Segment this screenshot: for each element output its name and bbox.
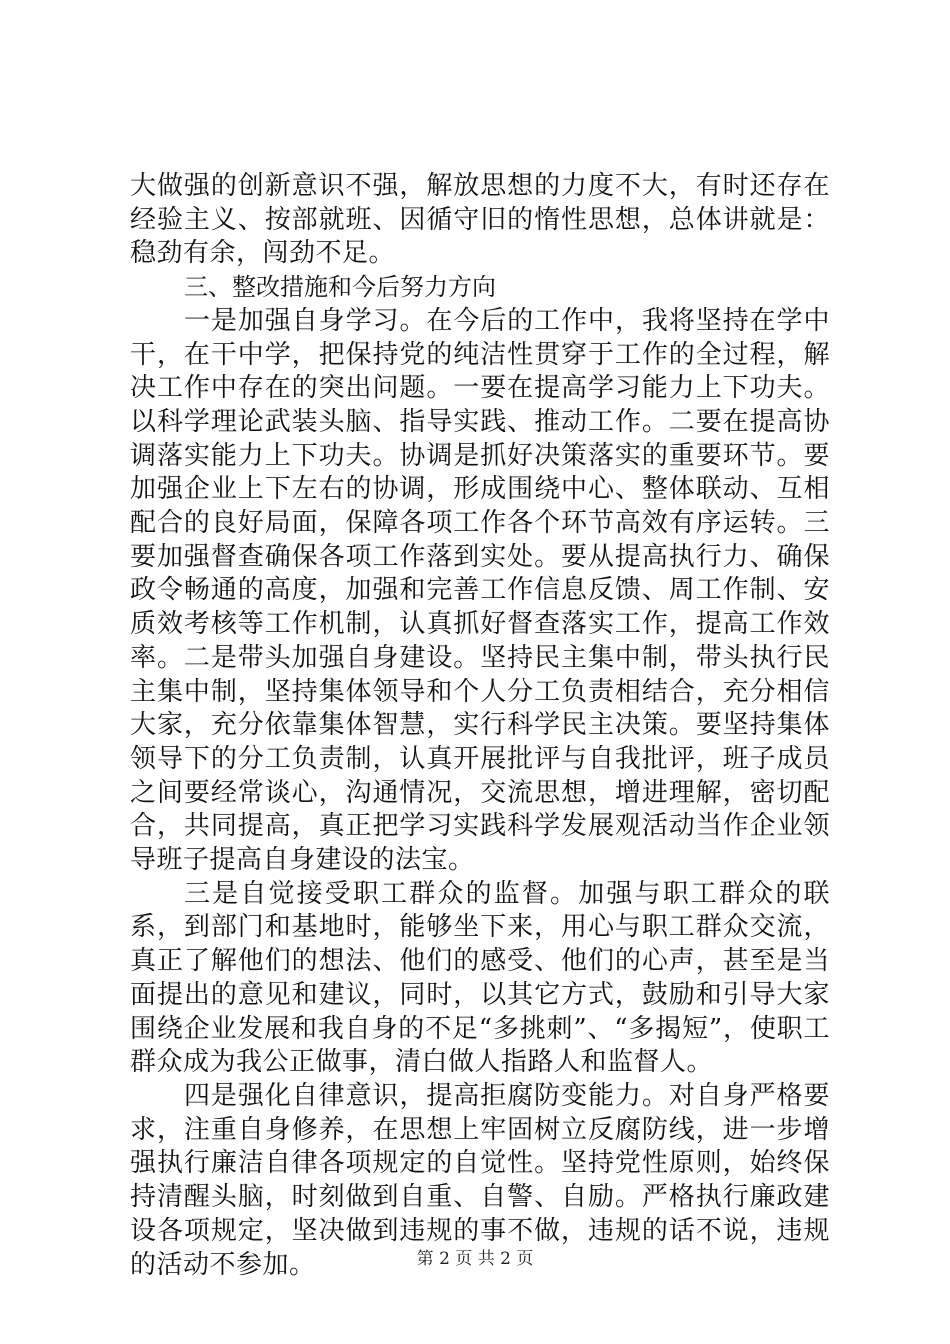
paragraph-study: 一是加强自身学习。在今后的工作中，我将坚持在学中干，在干中学，把保持党的纯洁性贯穿于工作的全过程，解决工作中存在的突出问题。一要在提高学习能力上下功夫。以科学理论武装头脑、指导实践、推动工作。二要在提高协调落实能力上下功夫。协调是抓好决策落实的重要环节。要加强企业上下左右的协调，形成围绕中心、整体联动、互相配合的良好局面，保障各项工作各个环节高效有序运转。三要加强督查确保各项工作落到实处。要从提高执行力、确保政令畅通的高度，加强和完善工作信息反馈、周工作制、安质效考核等工作机制，认真抓好督查落实工作，提高工作效率。二是带头加强自身建设。坚持民主集中制，带头执行民主集中制，坚持集体领导和个人分工负责相结合，充分相信大家，充分依靠集体智慧，实行科学民主决策。要坚持集体领导下的分工负责制，认真开展批评与自我批评，班子成员之间要经常谈心，沟通情况，交流思想，增进理解，密切配合，共同提高，真正把学习实践科学发展观活动当作企业领导班子提高自身建设的法宝。 xyxy=(130,305,830,876)
section-heading: 三、整改措施和今后努力方向 xyxy=(184,273,496,302)
document-body xyxy=(130,170,830,1282)
page-number-footer: 第 2 页 共 2 页 xyxy=(416,1249,534,1269)
paragraph-supervision: 三是自觉接受职工群众的监督。加强与职工群众的联系，到部门和基地时，能够坐下来，用心与职工群众交流，真正了解他们的想法、他们的感受、他们的心声，甚至是当面提出的意见和建议，同时，以其它方式，鼓励和引导大家围绕企业发展和我自身的不足“多挑刺”、“多揭短”，使职工群众成为我公正做事，清白做人指路人和监督人。 xyxy=(130,878,830,1078)
paragraph-continuation: 大做强的创新意识不强，解放思想的力度不大，有时还存在经验主义、按部就班、因循守旧的惰性思想，总体讲就是：稳劲有余，闯劲不足。 xyxy=(130,171,830,269)
paragraph-self-discipline: 四是强化自律意识，提高拒腐防变能力。对自身严格要求，注重自身修养，在思想上牢固树立反腐防线，进一步增强执行廉洁自律各项规定的自觉性。坚持党性原则，始终保持清醒头脑，时刻做到自重、自警、自励。严格执行廉政建设各项规定，坚决做到违规的事不做，违规的话不说，违规的活动不参加。 xyxy=(130,1080,830,1280)
